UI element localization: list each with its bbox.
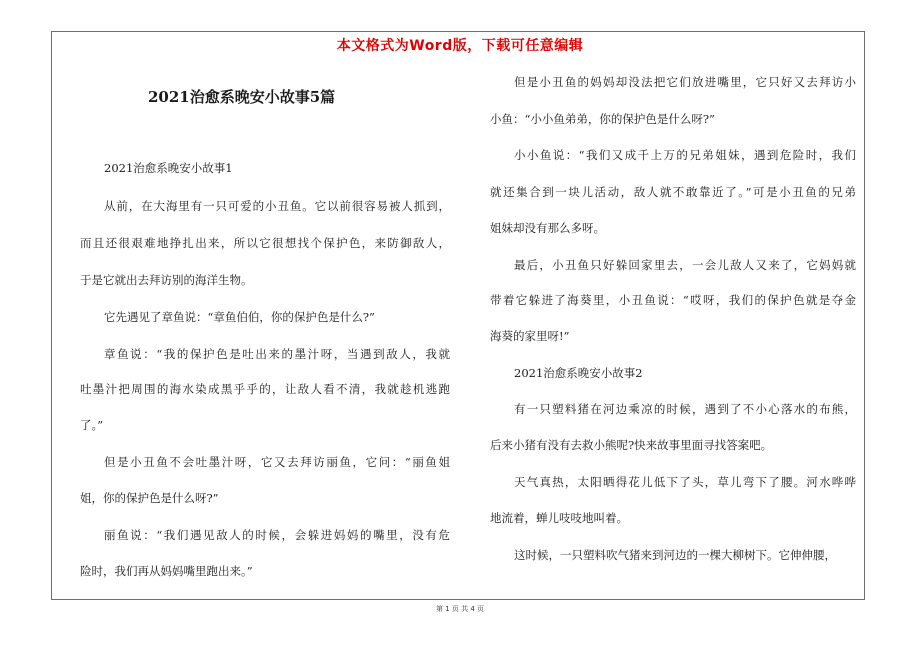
text-line: 2021治愈系晚安小故事2 [514, 366, 643, 380]
text-line: 海葵的家里呀!” [490, 329, 570, 343]
text-line: 最后，小丑鱼只好躲回家里去，一会儿敌人又来了，它妈妈就 [514, 258, 856, 272]
text-line: 但是小丑鱼的妈妈却没法把它们放进嘴里，它只好又去拜访小 [514, 75, 856, 89]
text-line: 小小鱼说：“我们又成千上万的兄弟姐妹，遇到危险时，我们 [514, 148, 856, 162]
text-line: 有一只塑料猪在河边乘凉的时候，遇到了不小心落水的布熊， [514, 402, 856, 416]
text-line: 带着它躲进了海葵里，小丑鱼说：“哎呀，我们的保护色就是夺金 [490, 293, 856, 307]
text-line: 吐墨汁把周围的海水染成黑乎乎的，让敌人看不清，我就趁机逃跑 [80, 382, 450, 396]
text-line: 章鱼说：“我的保护色是吐出来的墨汁呀，当遇到敌人，我就 [104, 347, 450, 361]
text-line: 而且还很艰难地挣扎出来，所以它很想找个保护色，来防御敌人， [80, 236, 450, 250]
text-line: 姐，你的保护色是什么呀?” [80, 491, 219, 505]
page-footer: 第 1 页 共 4 页 [435, 605, 485, 613]
editable-banner: 本文格式为Word版，下载可任意编辑 [336, 38, 584, 54]
text-line: 这时候，一只塑料吹气猪来到河边的一棵大柳树下。它伸伸腰， [514, 548, 836, 562]
text-line: 天气真热，太阳晒得花儿低下了头，草儿弯下了腰。河水哗哗 [514, 475, 856, 489]
text-line: 2021治愈系晚安小故事1 [104, 161, 233, 175]
text-line: 姐妹却没有那么多呀。 [490, 221, 605, 235]
text-line: 地流着，蝉儿吱吱地叫着。 [490, 511, 628, 525]
text-line: 但是小丑鱼不会吐墨汁呀，它又去拜访丽鱼，它问：“丽鱼姐 [104, 455, 450, 469]
text-line: 丽鱼说：“我们遇见敌人的时候，会躲进妈妈的嘴里，没有危 [104, 528, 450, 542]
document-title: 2021治愈系晚安小故事5篇 [148, 88, 336, 106]
text-line: 了。” [80, 418, 104, 432]
text-line: 从前，在大海里有一只可爱的小丑鱼。它以前很容易被人抓到， [104, 199, 450, 213]
text-line: 小鱼：“小小鱼弟弟，你的保护色是什么呀?” [490, 112, 715, 126]
text-line: 就还集合到一块儿活动，敌人就不敢靠近了。”可是小丑鱼的兄弟 [490, 185, 856, 199]
text-line: 险时，我们再从妈妈嘴里跑出来。” [80, 564, 253, 578]
text-line: 于是它就出去拜访别的海洋生物。 [80, 273, 253, 287]
text-line: 后来小猪有没有去救小熊呢?快来故事里面寻找答案吧。 [490, 438, 773, 452]
text-line: 它先遇见了章鱼说：“章鱼伯伯，你的保护色是什么?” [104, 310, 375, 324]
